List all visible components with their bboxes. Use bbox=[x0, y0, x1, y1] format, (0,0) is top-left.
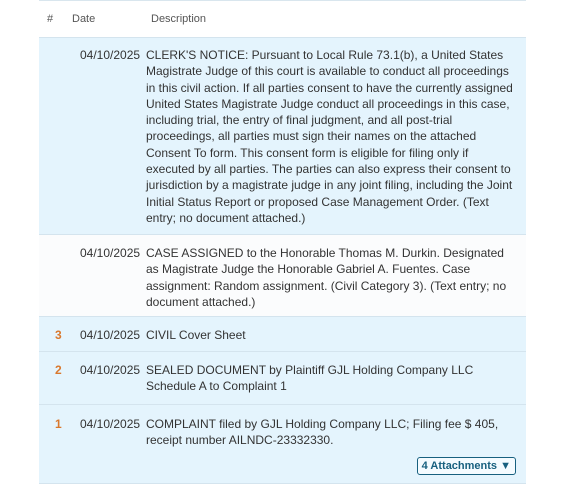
docket-entry bbox=[39, 352, 526, 405]
entry-description: SEALED DOCUMENT by Plaintiff GJL Holding Company LLC Schedule A to Complaint 1 bbox=[146, 363, 474, 394]
entry-description: CASE ASSIGNED to the Honorable Thomas M. Durkin. Designated as Magistrate Judge the Honorable Gabriel A. Fuentes. Case assignment: Random assignment. (Civil Category 3). (Text entry; no document attached.) bbox=[146, 246, 507, 309]
attachments-toggle-button[interactable]: 4 Attachments ▼ bbox=[417, 457, 516, 475]
docket-entry bbox=[39, 317, 526, 352]
entry-date: 04/10/2025 bbox=[80, 417, 141, 431]
entry-number-link[interactable]: 2 bbox=[55, 363, 62, 377]
entry-date: 04/10/2025 bbox=[80, 246, 141, 260]
docket-header bbox=[39, 0, 526, 38]
entry-description: CIVIL Cover Sheet bbox=[146, 328, 246, 342]
header-description: Description bbox=[151, 13, 207, 25]
docket-table bbox=[39, 0, 526, 484]
header-date: Date bbox=[72, 13, 96, 25]
docket-entry bbox=[39, 38, 526, 235]
header-number: # bbox=[47, 13, 54, 25]
entry-date: 04/10/2025 bbox=[80, 363, 141, 377]
entry-date: 04/10/2025 bbox=[80, 48, 141, 62]
entry-description: COMPLAINT filed by GJL Holding Company LLC; Filing fee $ 405, receipt number AILNDC-23332330. bbox=[146, 417, 499, 448]
docket-entry bbox=[39, 405, 526, 484]
entry-date: 04/10/2025 bbox=[80, 328, 141, 342]
docket-entry bbox=[39, 235, 526, 317]
entry-number-link[interactable]: 1 bbox=[55, 417, 62, 431]
entry-number-link[interactable]: 3 bbox=[55, 328, 62, 342]
entry-description: CLERK'S NOTICE: Pursuant to Local Rule 73.1(b), a United States Magistrate Judge of this court is available to conduct all proceedings in this civil action. If all parties consent to have the currently assigned United States Magistrate Judge conduct all proceedings in this case, including trial, the entry of final judgment, and all post-trial proceedings, all parties must sign their names on the attached Consent To form. This consent form is eligible for filing only if executed by all parties. The parties can also express their consent to jurisdiction by a magistrate judge in any joint filing, including the Joint Initial Status Report or proposed Case Management Order. (Text entry; no document attached.) bbox=[146, 48, 513, 225]
